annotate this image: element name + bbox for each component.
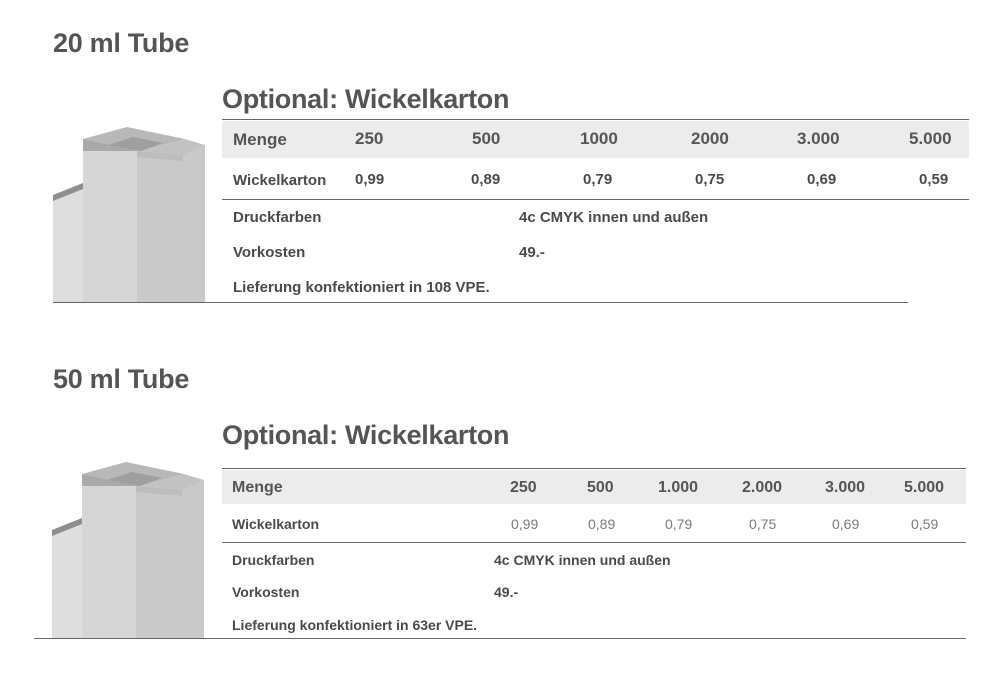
price-5000: 0,59 — [911, 516, 939, 532]
table-top-rule — [222, 468, 966, 469]
price-500: 0,89 — [588, 516, 616, 532]
price-3000: 0,69 — [832, 516, 860, 532]
vorkosten-label: Vorkosten — [232, 584, 300, 600]
qty-2000: 2.000 — [742, 479, 783, 496]
section-bottom-rule — [34, 638, 966, 639]
qty-1000: 1.000 — [658, 479, 699, 496]
druckfarben-value: 4c CMYK innen und außen — [494, 552, 671, 568]
price-2000: 0,75 — [749, 516, 777, 532]
qty-3000: 3.000 — [797, 129, 840, 148]
table-mid-rule — [222, 542, 966, 543]
qty-500: 500 — [472, 129, 501, 148]
price-250: 0,99 — [355, 171, 385, 188]
price-2000: 0,75 — [695, 171, 725, 188]
qty-500: 500 — [587, 479, 614, 496]
vorkosten-value: 49.- — [519, 244, 545, 261]
folding-box-icon — [52, 460, 207, 640]
wickelkarton-label: Wickelkarton — [233, 172, 327, 189]
price-3000: 0,69 — [807, 171, 837, 188]
druckfarben-label: Druckfarben — [232, 552, 315, 568]
menge-label: Menge — [232, 479, 283, 496]
optional-title-50ml: Optional: Wickelkarton — [222, 420, 510, 450]
tube-title-20ml: 20 ml Tube — [53, 28, 190, 58]
vorkosten-label: Vorkosten — [233, 244, 306, 261]
qty-5000: 5.000 — [904, 479, 945, 496]
menge-label: Menge — [233, 130, 287, 149]
table-top-rule — [222, 119, 969, 120]
price-5000: 0,59 — [919, 171, 949, 188]
price-500: 0,89 — [471, 171, 501, 188]
qty-5000: 5.000 — [909, 129, 952, 148]
druckfarben-value: 4c CMYK innen und außen — [519, 209, 709, 226]
qty-250: 250 — [355, 129, 384, 148]
lieferung-note: Lieferung konfektioniert in 63er VPE. — [232, 617, 478, 633]
optional-title-20ml: Optional: Wickelkarton — [222, 84, 510, 114]
qty-3000: 3.000 — [825, 479, 866, 496]
price-1000: 0,79 — [665, 516, 693, 532]
section-bottom-rule — [53, 302, 908, 303]
vorkosten-value: 49.- — [494, 584, 519, 600]
wickelkarton-label: Wickelkarton — [232, 516, 320, 532]
qty-250: 250 — [510, 479, 537, 496]
qty-1000: 1000 — [580, 129, 618, 148]
price-250: 0,99 — [511, 516, 539, 532]
folding-box-icon — [53, 125, 208, 305]
table-mid-rule — [222, 199, 969, 200]
druckfarben-label: Druckfarben — [233, 209, 322, 226]
lieferung-note: Lieferung konfektioniert in 108 VPE. — [233, 279, 490, 296]
qty-2000: 2000 — [691, 129, 729, 148]
price-1000: 0,79 — [583, 171, 613, 188]
tube-title-50ml: 50 ml Tube — [53, 364, 190, 394]
